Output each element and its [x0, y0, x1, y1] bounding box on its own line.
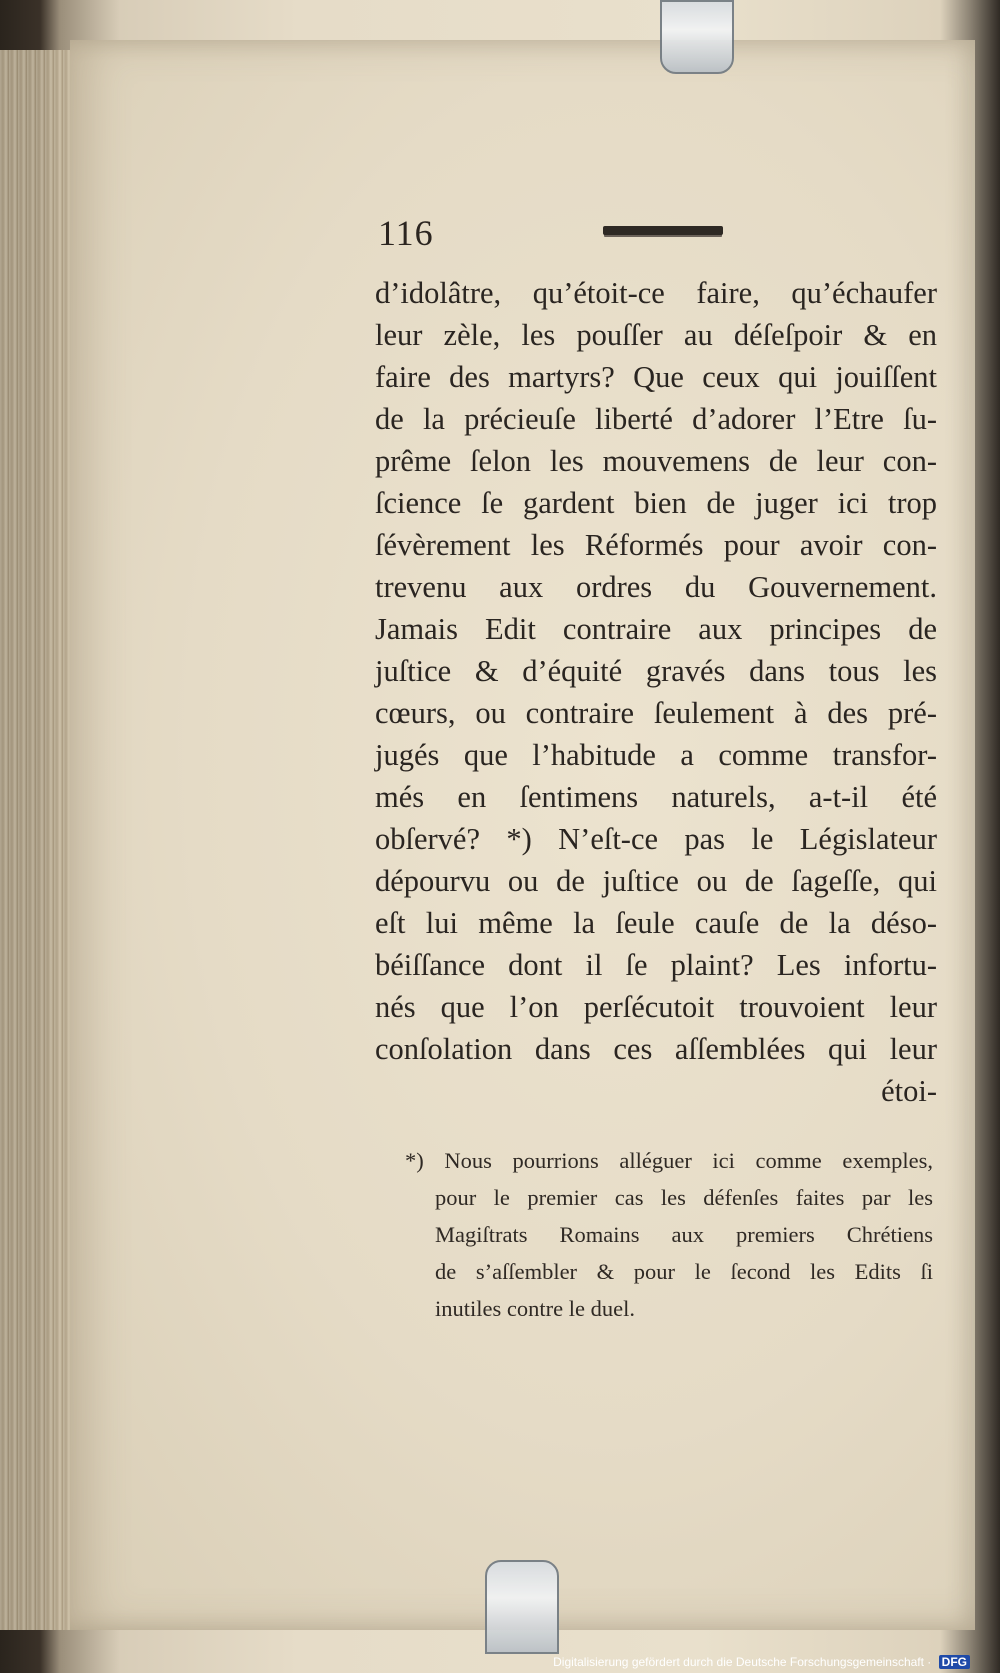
text-line: Jamais Edit contraire aux principes de [375, 612, 937, 646]
digitization-credit [553, 1655, 970, 1669]
text-line: trevenu aux ordres du Gouvernement. [375, 570, 937, 604]
footnote-line: *) Nous pourrions alléguer ici comme exemples, [405, 1148, 933, 1173]
page-number: 116 [378, 213, 434, 253]
body-text [375, 272, 937, 1112]
dfg-logo: DFG [939, 1655, 970, 1669]
footnote-line: inutiles contre le duel. [435, 1296, 635, 1321]
text-line: més en ſentimens naturels, a-t-il été [375, 780, 937, 814]
text-line: dépourvu ou de juſtice ou de ſageſſe, qui [375, 864, 937, 898]
footnote-line: de s’aſſembler & pour le ſecond les Edits ſi [435, 1259, 933, 1284]
text-line: nés que l’on perſécutoit trouvoient leur [375, 990, 937, 1024]
text-line: eſt lui même la ſeule cauſe de la déso- [375, 906, 937, 940]
text-line: ſévèrement les Réformés pour avoir con- [375, 528, 937, 562]
page-clip-top [660, 0, 734, 74]
footnote [405, 1142, 933, 1327]
text-line: faire des martyrs? Que ceux qui jouiſſent [375, 360, 937, 394]
text-line: juſtice & d’équité gravés dans tous les [375, 654, 937, 688]
text-line: de la précieuſe liberté d’adorer l’Etre ſu- [375, 402, 937, 436]
footnote-line: Magiſtrats Romains aux premiers Chrétiens [435, 1222, 933, 1247]
text-line: conſolation dans ces aſſemblées qui leur [375, 1032, 937, 1066]
page-clip-bottom [485, 1560, 559, 1654]
footnote-line: pour le premier cas les défenſes faites par les [435, 1185, 933, 1210]
text-line: d’idolâtre, qu’étoit-ce faire, qu’échaufer [375, 276, 937, 310]
text-line: ſcience ſe gardent bien de juger ici trop [375, 486, 937, 520]
credit-text: Digitalisierung gefördert durch die Deutsche Forschungsgemeinschaft · [553, 1655, 932, 1669]
header-rule [603, 226, 723, 235]
text-line: prême ſelon les mouvemens de leur con- [375, 444, 937, 478]
text-line: obſervé? *) N’eſt-ce pas le Législateur [375, 822, 937, 856]
catchword: étoi- [881, 1074, 937, 1108]
text-line: cœurs, ou contraire ſeulement à des pré- [375, 696, 937, 730]
text-line: leur zèle, les pouſſer au déſeſpoir & en [375, 318, 937, 352]
text-line: béiſſance dont il ſe plaint? Les infortu- [375, 948, 937, 982]
text-line: jugés que l’habitude a comme transfor- [375, 738, 937, 772]
